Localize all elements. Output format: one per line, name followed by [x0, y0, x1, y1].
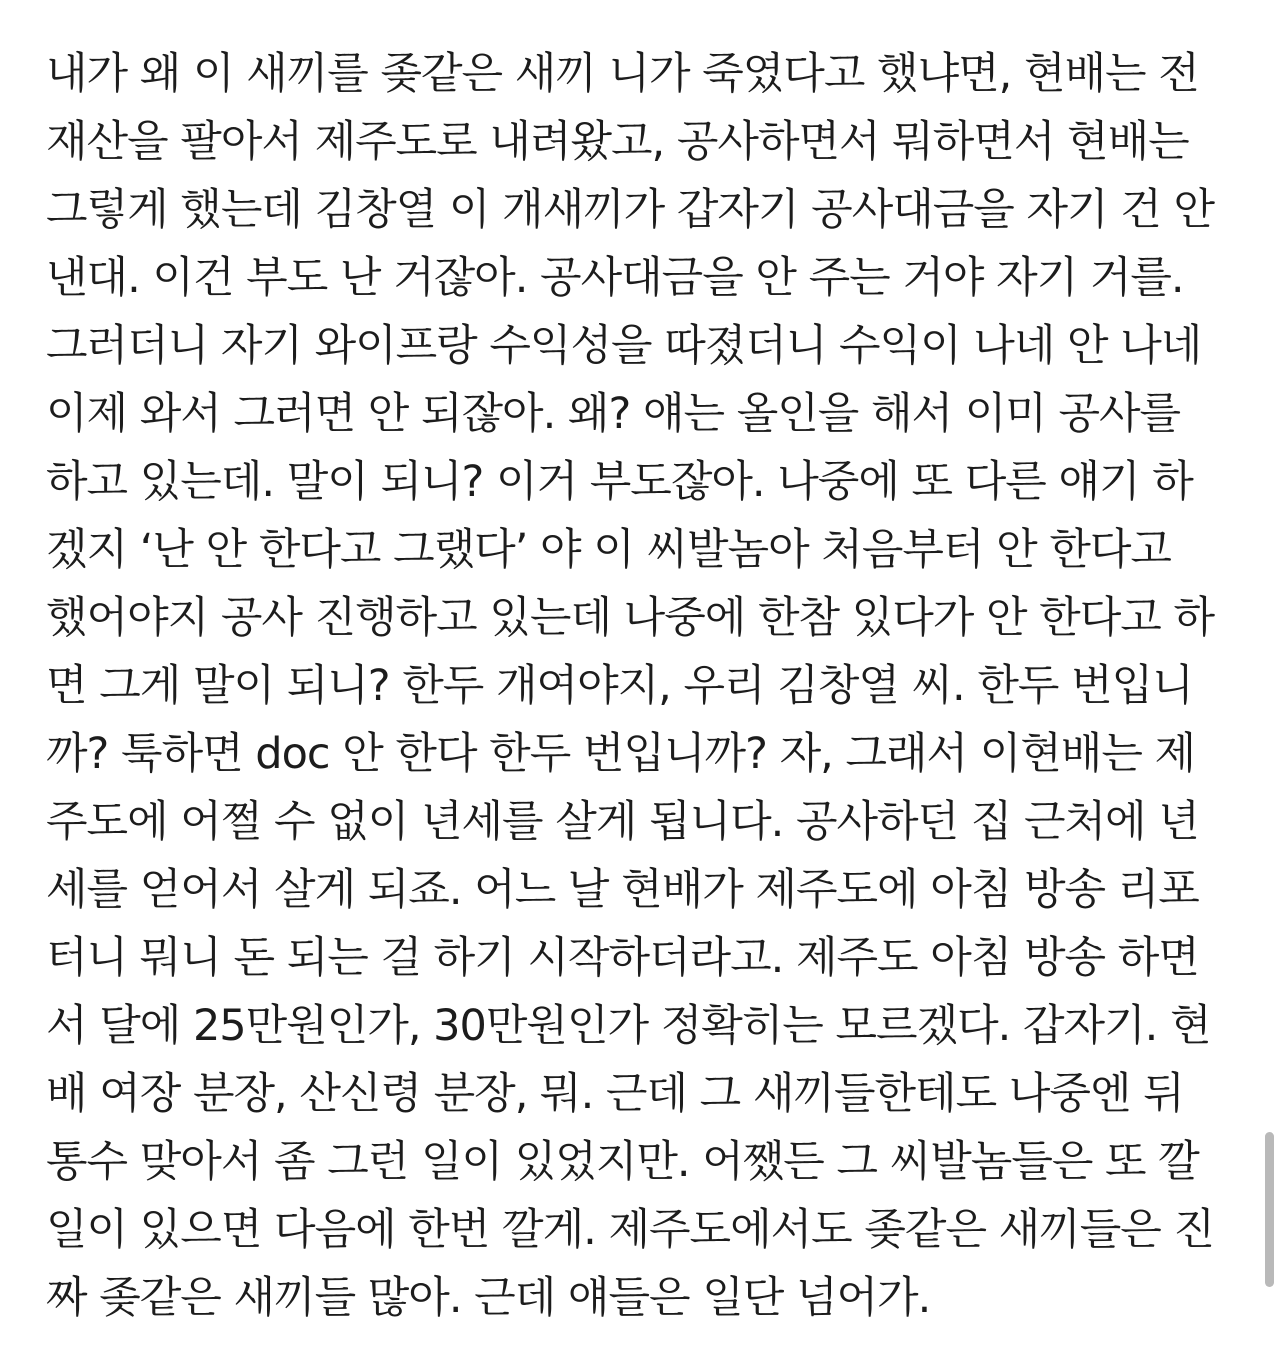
- text-line: 그렇게 했는데 김창열 이 개새끼가 갑자기 공사대금을 자기 건 안: [46, 185, 1215, 235]
- text-line: 짜 좆같은 새끼들 많아. 근데 얘들은 일단 넘어가.: [46, 1273, 931, 1323]
- text-line: 일이 있으면 다음에 한번 깔게. 제주도에서도 좆같은 새끼들은 진: [46, 1205, 1215, 1255]
- text-line: 하고 있는데. 말이 되니? 이거 부도잖아. 나중에 또 다른 얘기 하: [46, 457, 1193, 507]
- text-line: 주도에 어쩔 수 없이 년세를 살게 됩니다. 공사하던 집 근처에 년: [46, 797, 1199, 847]
- text-line: 겠지 ‘난 안 한다고 그랬다’ 야 이 씨발놈아 처음부터 안 한다고: [46, 525, 1171, 575]
- text-line: 면 그게 말이 되니? 한두 개여야지, 우리 김창열 씨. 한두 번입니: [46, 661, 1193, 711]
- text-line: 그러더니 자기 와이프랑 수익성을 따졌더니 수익이 나네 안 나네: [46, 321, 1202, 371]
- scrollbar-thumb[interactable]: [1265, 1132, 1274, 1287]
- document-text: [46, 40, 1246, 1332]
- text-line: 했어야지 공사 진행하고 있는데 나중에 한참 있다가 안 한다고 하: [46, 593, 1215, 643]
- text-line: 서 달에 25만원인가, 30만원인가 정확히는 모르겠다. 갑자기. 현: [46, 1001, 1211, 1051]
- text-line: 까? 툭하면 doc 안 한다 한두 번입니까? 자, 그래서 이현배는 제: [46, 729, 1196, 779]
- text-line: 통수 맞아서 좀 그런 일이 있었지만. 어쨌든 그 씨발놈들은 또 깔: [46, 1137, 1199, 1187]
- text-line: 터니 뭐니 돈 되는 걸 하기 시작하더라고. 제주도 아침 방송 하면: [46, 933, 1199, 983]
- text-line: 재산을 팔아서 제주도로 내려왔고, 공사하면서 뭐하면서 현배는: [46, 117, 1189, 167]
- text-line: 배 여장 분장, 산신령 분장, 뭐. 근데 그 새끼들한테도 나중엔 뒤: [46, 1069, 1184, 1119]
- text-line: 이제 와서 그러면 안 되잖아. 왜? 얘는 올인을 해서 이미 공사를: [46, 389, 1181, 439]
- text-line: 세를 얻어서 살게 되죠. 어느 날 현배가 제주도에 아침 방송 리포: [46, 865, 1199, 915]
- text-line: 내가 왜 이 새끼를 좆같은 새끼 니가 죽였다고 했냐면, 현배는 전: [46, 49, 1199, 99]
- text-line: 낸대. 이건 부도 난 거잖아. 공사대금을 안 주는 거야 자기 거를.: [46, 253, 1184, 303]
